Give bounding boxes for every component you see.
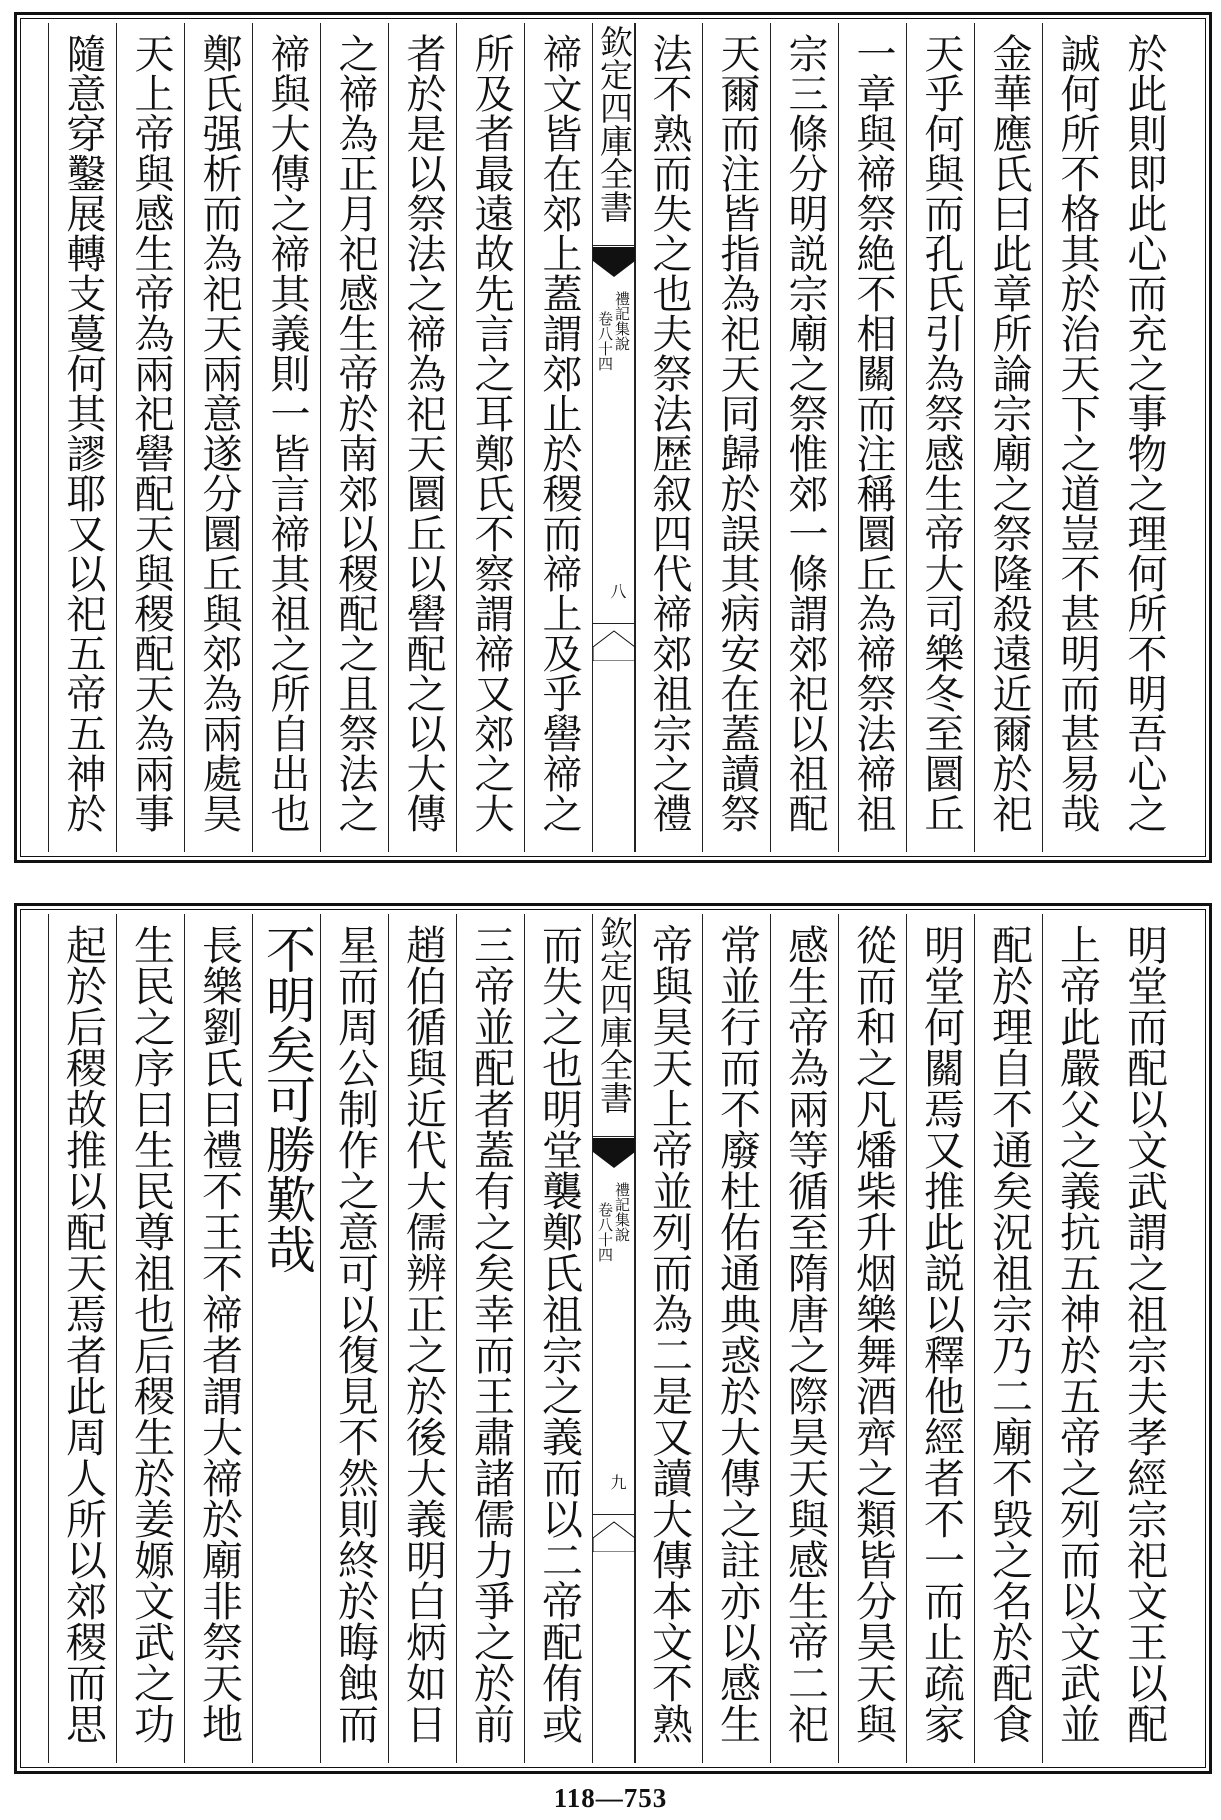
text-column — [974, 23, 1043, 852]
column-text: 從而和之凡燔柴升烟樂舞酒齊之類皆分昊天與 — [849, 924, 897, 1744]
text-column — [770, 914, 839, 1763]
divider — [593, 245, 635, 246]
column-text: 所及者最遠故先言之耳鄭氏不察謂禘又郊之大 — [468, 33, 514, 833]
column-text: 誠何所不格其於治天下之道豈不甚明而甚易哉 — [1054, 33, 1100, 833]
book-spine — [592, 23, 636, 852]
column-text: 禘文皆在郊上蓋謂郊止於稷而禘上及乎嚳禘之 — [536, 33, 582, 833]
column-text: 上帝此嚴父之義抗五神於五帝之列而以文武並 — [1053, 924, 1101, 1744]
text-column — [1042, 23, 1111, 852]
column-text: 宗三條分明説宗廟之祭惟郊一條謂郊祀以祖配 — [782, 33, 828, 833]
text-column — [838, 23, 907, 852]
text-column — [116, 914, 185, 1763]
spine-volume: 卷八十四 — [596, 1202, 614, 1262]
divider — [593, 1136, 635, 1137]
column-text: 長樂劉氏曰禮不王不禘者謂大禘於廟非祭天地 — [195, 924, 243, 1744]
text-column — [388, 914, 457, 1763]
column-text: 天爾而注皆指為祀天同歸於誤其病安在蓋讀祭 — [714, 33, 760, 833]
column-text: 禘與大傳之禘其義則一皆言禘其祖之所自出也 — [264, 33, 310, 833]
text-column — [320, 23, 389, 852]
column-text: 之禘為正月祀感生帝於南郊以稷配之且祭法之 — [332, 33, 378, 833]
text-column — [116, 23, 185, 852]
page-number: 118—753 — [553, 1783, 668, 1813]
column-text: 星而周公制作之意可以復見不然則終於晦蝕而 — [331, 924, 379, 1744]
top-page — [14, 12, 1212, 863]
column-text: 配於理自不通矣況祖宗乃二廟不毁之名於配食 — [985, 924, 1033, 1744]
column-text: 者於是以祭法之禘為祀天圜丘以嚳配之以大傳 — [400, 33, 446, 833]
column-text: 不明矣可勝歎哉 — [258, 924, 316, 1274]
divider — [593, 623, 635, 624]
column-text: 常並行而不廢杜佑通典惑於大傳之註亦以感生 — [713, 924, 761, 1744]
spine-book-title: 禮記集說 — [613, 291, 631, 351]
column-text: 天乎何與而孔氏引為祭感生帝大司樂冬至圜丘 — [918, 33, 964, 833]
top-page-text-block — [25, 23, 1201, 852]
text-column — [702, 23, 771, 852]
text-column — [702, 914, 771, 1763]
text-column — [524, 914, 593, 1763]
text-column — [252, 23, 321, 852]
text-column — [1110, 914, 1178, 1763]
text-column — [456, 23, 525, 852]
fish-tail-ornament-icon — [593, 247, 635, 281]
column-text: 起於后稷故推以配天焉者此周人所以郊稷而思 — [59, 924, 107, 1744]
column-text: 法不熟而失之也夫祭法歴叙四代禘郊祖宗之禮 — [646, 33, 692, 833]
text-column — [1110, 23, 1178, 852]
column-text: 於此則即此心而充之事物之理何所不明吾心之 — [1121, 33, 1167, 833]
text-column — [906, 914, 975, 1763]
column-text: 帝與昊天上帝並列而為二是又讀大傳本文不熟 — [645, 924, 693, 1744]
book-spine — [592, 914, 636, 1763]
spine-book-title: 禮記集說 — [613, 1182, 631, 1242]
spine-volume: 卷八十四 — [596, 311, 614, 371]
spine-title: 欽定四庫全書 — [595, 916, 634, 1114]
text-column — [48, 23, 117, 852]
column-text: 隨意穿鑿展轉支蔓何其謬耶又以祀五帝五神於 — [60, 33, 106, 833]
text-column — [184, 914, 253, 1763]
lower-fish-tail-icon — [593, 1518, 635, 1552]
spine-title: 欽定四庫全書 — [595, 25, 634, 223]
text-column — [48, 914, 117, 1763]
text-column — [634, 23, 703, 852]
lower-fish-tail-icon — [593, 627, 635, 661]
bottom-page-text-block — [25, 914, 1201, 1763]
column-text: 生民之序曰生民尊祖也后稷生於姜嫄文武之功 — [127, 924, 175, 1744]
text-column — [524, 23, 593, 852]
column-text: 趙伯循與近代大儒辨正之於後大義明白炳如日 — [399, 924, 447, 1744]
column-text: 一章與禘祭絶不相關而注稱圜丘為禘祭法禘祖 — [850, 33, 896, 833]
text-column — [252, 914, 321, 1763]
text-column — [320, 914, 389, 1763]
column-text: 明堂而配以文武謂之祖宗夫孝經宗祀文王以配 — [1120, 924, 1168, 1744]
column-text: 鄭氏强析而為祀天兩意遂分圜丘與郊為兩處昊 — [196, 33, 242, 833]
column-text: 三帝並配者蓋有之矣幸而王肅諸儒力爭之於前 — [467, 924, 515, 1744]
column-text: 感生帝為兩等循至隋唐之際昊天與感生帝二祀 — [781, 924, 829, 1744]
text-column — [1042, 914, 1111, 1763]
folio-number: 九 — [608, 1474, 627, 1490]
column-text: 而失之也明堂襲鄭氏祖宗之義而以二帝配侑或 — [535, 924, 583, 1744]
column-text: 金華應氏曰此章所論宗廟之祭隆殺遠近爾於祀 — [986, 33, 1032, 833]
text-column — [184, 23, 253, 852]
column-text: 明堂何關焉又推此説以釋他經者不一而止疏家 — [917, 924, 965, 1744]
text-column — [974, 914, 1043, 1763]
text-column — [388, 23, 457, 852]
text-column — [456, 914, 525, 1763]
text-column — [838, 914, 907, 1763]
fish-tail-ornament-icon — [593, 1138, 635, 1172]
text-column — [906, 23, 975, 852]
text-column — [634, 914, 703, 1763]
folio-number: 八 — [608, 583, 627, 599]
bottom-page — [14, 903, 1212, 1774]
divider — [593, 1514, 635, 1515]
column-text: 天上帝與感生帝為兩祀嚳配天與稷配天為兩事 — [128, 33, 174, 833]
text-column — [770, 23, 839, 852]
